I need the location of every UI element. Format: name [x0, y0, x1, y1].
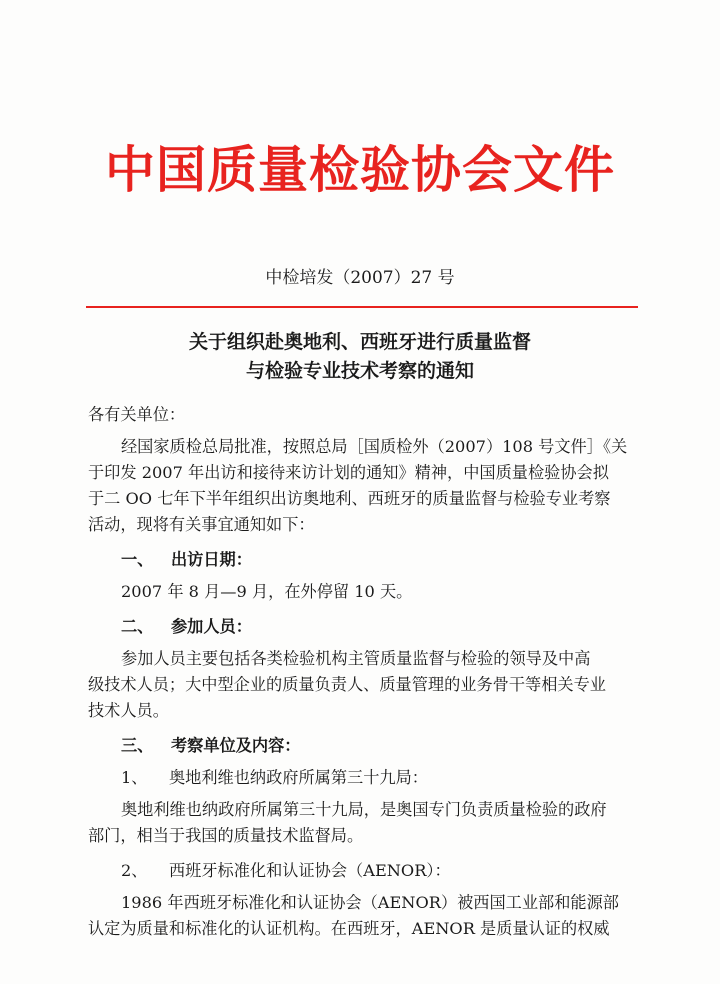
subsection-1-heading [88, 765, 648, 791]
masthead-title: 中国质量检验协会文件 [105, 141, 615, 199]
notice-title [0, 328, 720, 386]
subsection-2-paragraph [88, 890, 648, 942]
intro-paragraph [88, 434, 648, 538]
intro-line: 于印发 2007 年出访和接待来访计划的通知》精神，中国质量检验协会拟 [88, 463, 609, 482]
subsection-1-paragraph [88, 797, 648, 849]
subsection-2-number: 2、 [121, 861, 148, 880]
subsection-1-title: 奥地利维也纳政府所属第三十九局： [169, 768, 428, 787]
subsection-1-number: 1、 [121, 768, 148, 787]
subsection-2-heading [88, 858, 648, 884]
section-3-heading [88, 733, 648, 759]
section-2-line: 参加人员主要包括各类检验机构主管质量监督与检验的领导及中高 [121, 649, 591, 668]
section-3-number: 三、 [121, 736, 154, 755]
notice-title-line-2: 与检验专业技术考察的通知 [245, 360, 474, 382]
notice-title-line-1: 关于组织赴奥地利、西班牙进行质量监督 [188, 331, 531, 353]
section-2-number: 二、 [121, 617, 154, 636]
intro-line: 经国家质检总局批准，按照总局［国质检外（2007）108 号文件］《关 [121, 437, 628, 456]
salutation: 各有关单位： [88, 405, 186, 424]
section-3-title: 考察单位及内容： [171, 736, 301, 755]
subsection-2-line: 1986 年西班牙标准化和认证协会（AENOR）被西国工业部和能源部 [121, 893, 619, 912]
section-1-number: 一、 [121, 550, 154, 569]
intro-line: 于二 OO 七年下半年组织出访奥地利、西班牙的质量监督与检验专业考察 [88, 489, 611, 508]
subsection-1-line: 奥地利维也纳政府所属第三十九局，是奥国专门负责质量检验的政府 [121, 800, 607, 819]
section-1-title: 出访日期： [171, 550, 252, 569]
section-2-paragraph [88, 646, 648, 724]
document-body [88, 402, 648, 942]
red-divider [86, 306, 638, 308]
section-1-heading [88, 547, 648, 573]
section-2-line: 技术人员。 [88, 701, 169, 720]
section-1-text: 2007 年 8 月—9 月，在外停留 10 天。 [121, 582, 413, 601]
subsection-1-line: 部门，相当于我国的质量技术监督局。 [88, 826, 364, 845]
section-2-title: 参加人员： [171, 617, 252, 636]
intro-line: 活动，现将有关事宜通知如下： [88, 515, 315, 534]
document-number: 中检培发（2007）27 号 [265, 268, 455, 288]
subsection-2-line: 认定为质量和标准化的认证机构。在西班牙，AENOR 是质量认证的权威 [88, 919, 610, 938]
section-2-line: 级技术人员；大中型企业的质量负责人、质量管理的业务骨干等相关专业 [88, 675, 606, 694]
subsection-2-title: 西班牙标准化和认证协会（AENOR）： [169, 861, 451, 880]
section-2-heading [88, 614, 648, 640]
